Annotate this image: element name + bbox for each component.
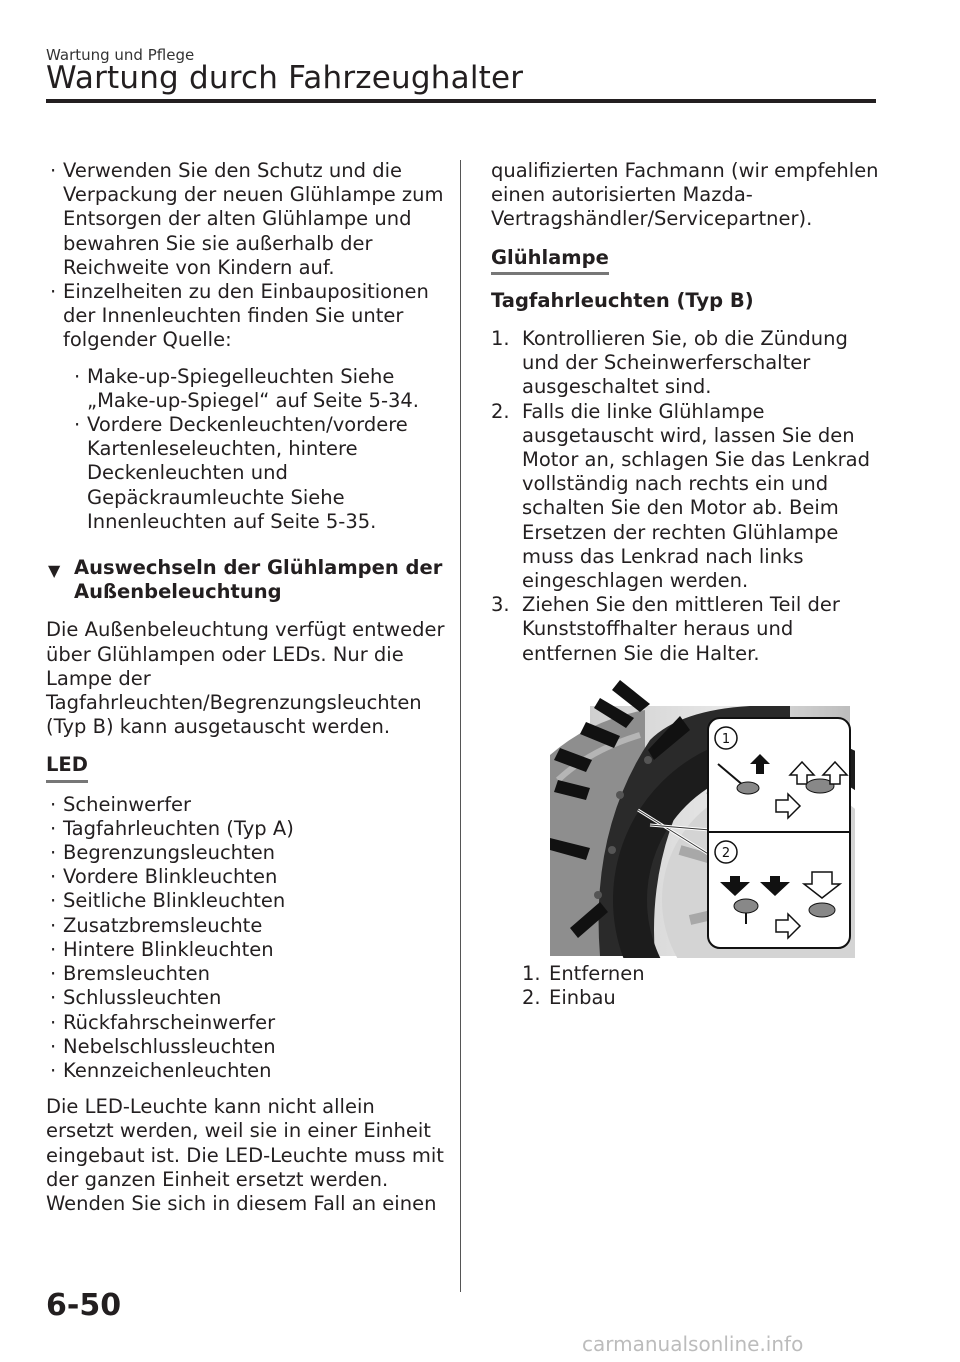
continuation-paragraph: qualifizierten Fachmann (wir empfehlen einen autorisierten Mazda-Vertragshändler/Servicepartner). xyxy=(491,159,879,231)
step-text: Kontrollieren Sie, ob die Zündung und der Scheinwerferschalter ausgeschaltet sind. xyxy=(522,327,848,399)
left-column xyxy=(46,159,446,1230)
bullet-item: · Einzelheiten zu den Einbaupositionen der Innenleuchten finden Sie unter folgender Quelle: xyxy=(46,280,446,353)
wheel-arch-figure xyxy=(550,680,855,958)
step-text: Ziehen Sie den mittleren Teil der Kunststoffhalter heraus und entfernen Sie die Halter. xyxy=(522,593,840,665)
led-list-item: · Zusatzbremsleuchte xyxy=(46,914,446,938)
right-column xyxy=(491,159,881,666)
intro-paragraph: Die Außenbeleuchtung verfügt entweder über Glühlampen oder LEDs. Nur die Lampe der Tagfahrleuchten/Begrenzungsleuchten (Typ B) kann ausgetauscht werden. xyxy=(46,618,445,739)
step-item xyxy=(491,400,881,594)
led-list-item: · Hintere Blinkleuchten xyxy=(46,938,446,962)
led-heading: LED xyxy=(46,753,88,782)
led-list-item: · Bremsleuchten xyxy=(46,962,446,986)
header-rule xyxy=(46,99,876,103)
triangle-down-icon: ▼ xyxy=(48,561,61,581)
caption-number: 1. xyxy=(522,962,541,985)
wheel-arch-illustration xyxy=(550,680,855,958)
sub-bullet-item: · Make-up-Spiegelleuchten Siehe „Make-up-Spiegel“ auf Seite 5-34. xyxy=(70,365,446,413)
led-list-item: · Rückfahrscheinwerfer xyxy=(46,1011,446,1035)
column-divider xyxy=(460,160,461,1292)
led-list-item: · Schlussleuchten xyxy=(46,986,446,1010)
caption-text: Entfernen xyxy=(549,962,645,985)
sub-bullet-item: · Vordere Deckenleuchten/vordere Kartenleseleuchten, hintere Deckenleuchten und Gepäckraumleuchte Siehe Innenleuchten auf Seite 5-35. xyxy=(70,413,446,534)
led-list-item: · Kennzeichenleuchten xyxy=(46,1059,446,1083)
led-list-item: · Begrenzungsleuchten xyxy=(46,841,446,865)
bulb-heading: Glühlampe xyxy=(491,246,609,275)
caption-text: Einbau xyxy=(549,986,616,1010)
section-label: Wartung und Pflege xyxy=(46,46,195,64)
page-number: 6-50 xyxy=(46,1288,122,1323)
step-text: Falls die linke Glühlampe ausgetauscht wird, lassen Sie den Motor an, schlagen Sie das Lenkrad vollständig nach rechts ein und schalten Sie den Motor ab. Beim Ersetzen der rechten Glühlampe muss das Lenkrad nach links eingeschlagen werden. xyxy=(522,399,870,593)
outro-paragraph: Die LED-Leuchte kann nicht allein ersetzt werden, weil sie in einer Einheit eingebaut ist. Die LED-Leuchte muss mit der ganzen Einheit ersetzt werden. Wenden Sie sich in diesem Fall an einen xyxy=(46,1095,444,1215)
page-title: Wartung durch Fahrzeughalter xyxy=(46,60,524,96)
bullet-item: · Verwenden Sie den Schutz und die Verpackung der neuen Glühlampe zum Entsorgen der alten Glühlampe und bewahren Sie sie außerhalb der Reichweite von Kindern auf. xyxy=(46,159,446,280)
drl-heading: Tagfahrleuchten (Typ B) xyxy=(491,288,754,312)
step-item xyxy=(491,327,881,400)
led-list xyxy=(46,793,446,1083)
callout-badge-2-text: 2 xyxy=(721,846,731,861)
step-number: 3. xyxy=(491,593,510,617)
caption-item xyxy=(522,986,645,1010)
step-number: 2. xyxy=(491,399,510,423)
figure-caption xyxy=(522,962,645,1010)
caption-number: 2. xyxy=(522,986,541,1010)
step-item xyxy=(491,593,881,666)
watermark: carmanualsonline.info xyxy=(582,1332,804,1356)
step-number: 1. xyxy=(491,327,510,351)
led-list-item: · Scheinwerfer xyxy=(46,793,446,817)
callout-badge-1-text: 1 xyxy=(721,732,731,747)
section-subheading-text: Auswechseln der Glühlampen der Außenbeleuchtung xyxy=(74,556,443,604)
led-list-item: · Seitliche Blinkleuchten xyxy=(46,889,446,913)
led-list-item: · Tagfahrleuchten (Typ A) xyxy=(46,817,446,841)
section-subheading xyxy=(46,556,446,604)
led-list-item: · Nebelschlussleuchten xyxy=(46,1035,446,1059)
led-list-item: · Vordere Blinkleuchten xyxy=(46,865,446,889)
caption-item xyxy=(522,962,645,986)
